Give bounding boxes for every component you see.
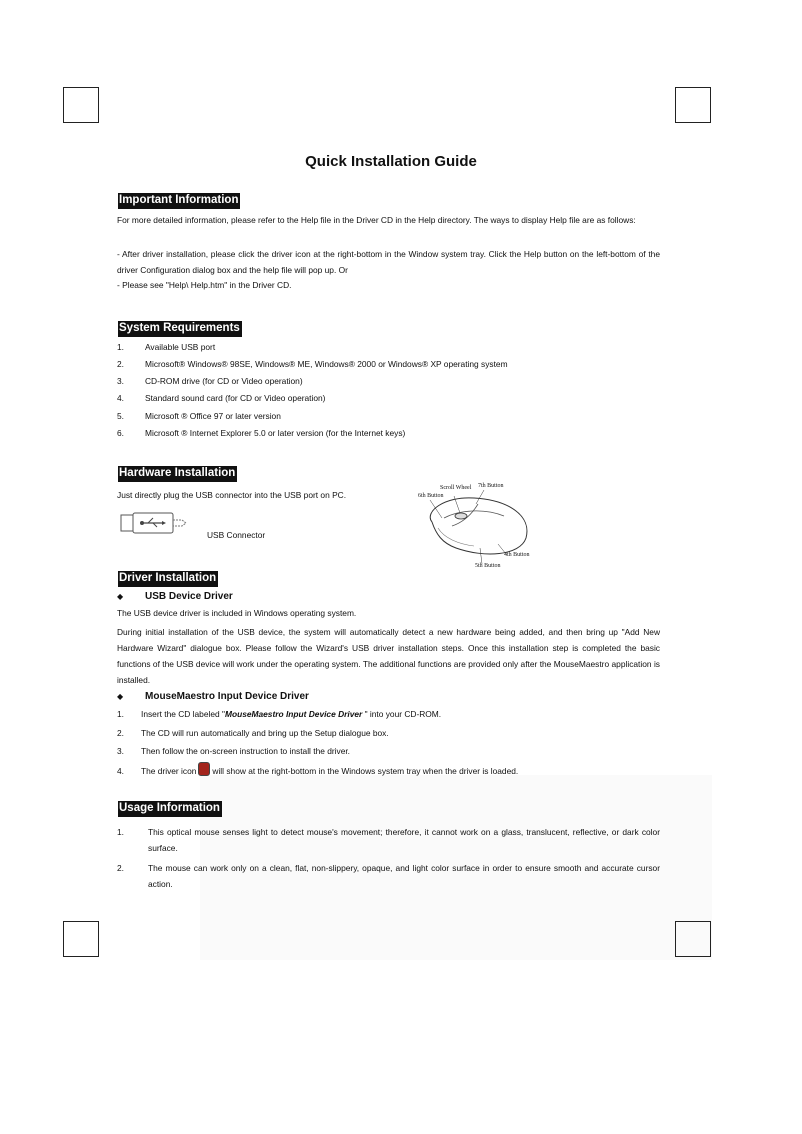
label-7th-button: 7th Button [478, 483, 504, 489]
sysreq-item: 5. Microsoft ® Office 97 or later version [117, 411, 281, 421]
sysreq-item: 1. Available USB port [117, 342, 216, 352]
label-4th-button: 4th Button [504, 552, 530, 558]
driver-step-2: 2. The CD will run automatically and bring up the Setup dialogue box. [117, 728, 389, 738]
sysreq-item: 4. Standard sound card (for CD or Video operation) [117, 393, 326, 403]
mouse-diagram [414, 482, 534, 572]
label-scroll-wheel: Scroll Wheel [440, 485, 472, 491]
driver-step-1: 1. Insert the CD labeled "MouseMaestro Input Device Driver " into your CD-ROM. [117, 709, 442, 719]
label-5th-button: 5th Button [475, 563, 501, 569]
crop-mark-top-left [63, 87, 99, 123]
usb-connector-label: USB Connector [207, 530, 266, 540]
crop-mark-bottom-right [675, 921, 711, 957]
heading-driver: Driver Installation [118, 571, 218, 587]
crop-mark-bottom-left [63, 921, 99, 957]
driver-step-4: 4. The driver icon will show at the right-bottom in the Windows system tray when the driver is loaded. [117, 762, 518, 779]
usage-item: 1. This optical mouse senses light to detect mouse's movement; therefore, it cannot work on a glass, translucent, reflective, or dark color surface. [117, 827, 660, 853]
sysreq-item: 6. Microsoft ® Internet Explorer 5.0 or later version (for the Internet keys) [117, 428, 406, 438]
heading-hardware: Hardware Installation [118, 466, 237, 482]
hardware-para: Just directly plug the USB connector into the USB port on PC. [117, 490, 347, 500]
subheading-mousemaestro-driver: ◆ MouseMaestro Input Device Driver [117, 691, 309, 702]
label-6th-button: 6th Button [418, 493, 444, 499]
important-bullet-2: - Please see "Help\ Help.htm" in the Driver CD. [117, 280, 292, 290]
page-title: Quick Installation Guide [305, 153, 477, 170]
diamond-bullet-icon: ◆ [117, 592, 124, 601]
sysreq-item: 3. CD-ROM drive (for CD or Video operation) [117, 376, 303, 386]
sysreq-item: 2. Microsoft® Windows® 98SE, Windows® ME, Windows® 2000 or Windows® XP operating system [117, 359, 508, 369]
driver-para-1: The USB device driver is included in Windows operating system. [117, 608, 357, 618]
important-para: For more detailed information, please refer to the Help file in the Driver CD in the Help directory. The ways to display Help file are as follows: [117, 215, 636, 225]
driver-tray-icon [198, 762, 210, 776]
subheading-usb-driver: ◆ USB Device Driver [117, 591, 233, 602]
usage-item: 2. The mouse can work only on a clean, flat, non-slippery, opaque, and light color surface in order to ensure smooth and accurate cursor action. [117, 863, 660, 889]
important-bullet-1: - After driver installation, please click the driver icon at the right-bottom in the Window system tray. Click the Help button on the left-bottom of the driver Configuration dialog box and the help file will pop up. Or [117, 249, 660, 275]
heading-usage: Usage Information [118, 801, 222, 817]
crop-mark-top-right [675, 87, 711, 123]
heading-system: System Requirements [118, 321, 242, 337]
usb-connector-icon [120, 512, 190, 534]
diamond-bullet-icon: ◆ [117, 692, 124, 701]
heading-important: Important Information [118, 193, 240, 209]
driver-para-2: During initial installation of the USB device, the system will automatically detect a new hardware being added, and then bring up "Add New Hardware Wizard" dialogue box. Please follow the Wizard's USB driver installation steps. Once this installation step is completed the basic functions of the USB device will work under the operating system. The additional functions are provided only after the MouseMaestro application is installed. [117, 627, 660, 685]
driver-step-3: 3. Then follow the on-screen instruction to install the driver. [117, 746, 351, 756]
